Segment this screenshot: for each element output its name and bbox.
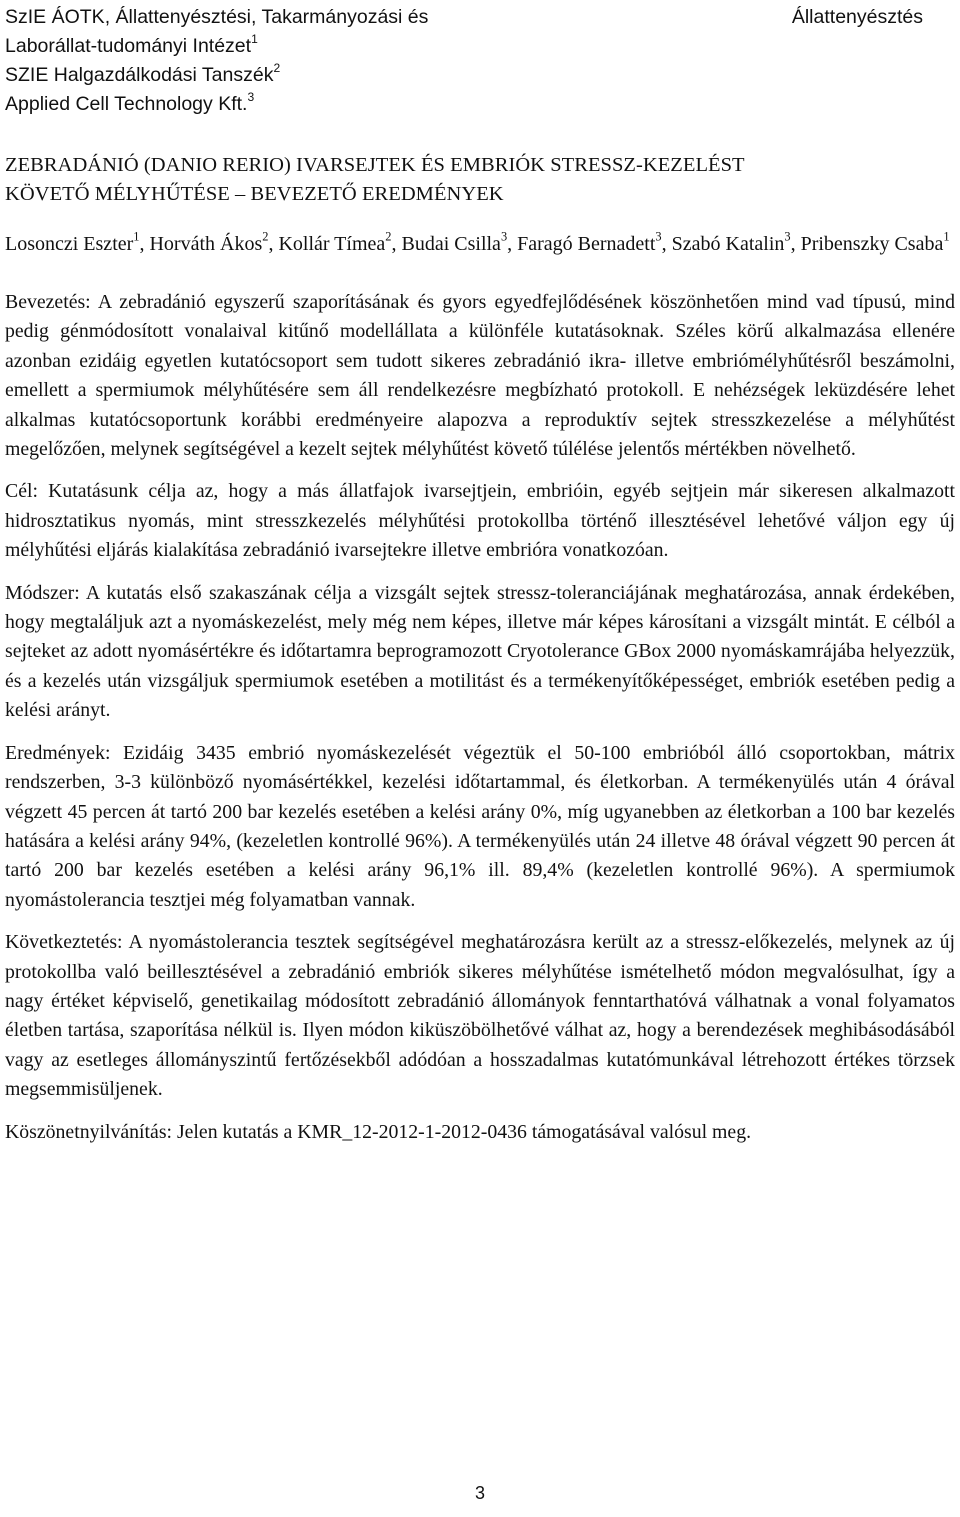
author-name: Budai Csilla [401, 233, 501, 255]
affiliation-line-2: Laborállat-tudományi Intézet$^1$ [5, 31, 258, 57]
author-separator: , [139, 233, 150, 255]
author-affiliation-sup: 3 [784, 229, 791, 244]
affiliation-line-4: Applied Cell Technology Kft.$^3$ [5, 89, 255, 115]
author-name: Horváth Ákos [149, 233, 263, 255]
affiliation-line-3: SZIE Halgazdálkodási Tanszék$^2$ [5, 60, 281, 86]
affiliation-line-1: SzIE ÁOTK, Állattenyésztési, Takarmányozási és [5, 6, 429, 28]
title-line-1: ZEBRADÁNIÓ (DANIO RERIO) IVARSEJTEK ÉS EMBRIÓK STRESSZ-KEZELÉST [5, 154, 745, 176]
author-6 [671, 229, 801, 255]
author-list [5, 229, 955, 259]
affiliation-sup-3: 3 [247, 89, 255, 104]
aim-paragraph: Cél: Kutatásunk célja az, hogy a más állatfajok ivarsejtjein, embrióin, egyéb sejtjein már sikeresen alkalmazott hidrosztatikus nyomás, mint stresszkezelés mélyhűtési protokollba történő illesztésével lehetővé váljon egy új mélyhűtési eljárás kialakítása zebradánió ivarsejtekre illetve embrióra vonatkozóan. [5, 480, 955, 562]
results-paragraph: Eredmények: Ezidáig 3435 embrió nyomáskezelését végeztük el 50-100 embrióból álló csoportokban, mátrix rendszerben, 3-3 különböző nyomásértékkel, kezelési időtartammal, és életkorban. A termékenyülés után 4 órával végzett 45 percen át tartó 200 bar kezelés esetében a kelési arány 0%, míg ugyanebben az életkorban a 100 bar kezelés hatására a kelési arány 94%, (kezeletlen kontrollé 96%). A termékenyülés után 24 illetve 48 órával végzett 90 percen át tartó 200 bar kezelés esetében a kelési arány 96,1% ill. 89,4% (kezeletlen kontrollé 96%). A spermiumok nyomástolerancia tesztjei még folyamatban vannak. [5, 741, 955, 911]
author-separator: , [391, 233, 402, 255]
author-affiliation-sup: 3 [655, 229, 662, 244]
author-7 [800, 229, 950, 255]
author-5 [517, 229, 672, 255]
conclusion-paragraph: Következtetés: A nyomástolerancia tesztek segítségével meghatározásra került az a stressz-előkezelés, melynek az új protokollba való beillesztésével a zebradánió embriók sikeres mélyhűtése ismételhető módon megvalósulhat, így a nagy értéket képviselő, genetikailag módosított zebradánió állományok fenntarthatóvá válhatnak a vonal folyamatos életben tartása, szaporítása nélkül is. Ilyen módon kiküszöbölhetővé válhat az, hogy a berendezések meghibásodásából vagy az esetleges állományszintű fertőzésekből adódóan a hosszadalmas kutatómunkával létrehozott értékes törzsek megsemmisüljenek. [5, 931, 955, 1101]
author-separator: , [790, 233, 801, 255]
author-1 [5, 229, 150, 255]
author-name: Kollár Tímea [278, 233, 386, 255]
author-separator: , [507, 233, 518, 255]
affiliation-sup-2: 2 [273, 60, 281, 75]
author-2 [149, 229, 279, 255]
paper-title [5, 151, 955, 209]
author-affiliation-sup: 1 [133, 229, 140, 244]
page-number: 3 [474, 1483, 485, 1503]
section-category: Állattenyésztés [791, 6, 923, 28]
author-3 [278, 229, 402, 255]
author-affiliation-sup: 3 [500, 229, 508, 244]
author-separator: , [661, 233, 672, 255]
acknowledgement-paragraph: Köszönetnyilvánítás: Jelen kutatás a KMR_12-2012-1-2012-0436 támogatásával valósul meg. [5, 1120, 752, 1143]
author-name: Faragó Bernadett [517, 233, 656, 255]
author-separator: , [268, 233, 279, 255]
affiliation-sup-1: 1 [251, 31, 258, 46]
author-name: Losonczi Eszter [5, 233, 134, 255]
page-header [5, 3, 955, 119]
author-affiliation-sup: 1 [943, 229, 950, 244]
author-affiliation-sup: 2 [262, 229, 269, 244]
introduction-paragraph: Bevezetés: A zebradánió egyszerű szaporításának és gyors egyedfejlődésének köszönhetően mind vad típusú, mind pedig génmódosított vonalaival kitűnő modellállata a különféle kutatásoknak. Széles körű alkalmazása ellenére azonban ezidáig egyetlen kutatócsoport sem tudott sikeres zebradánió ikra- illetve embriómélyhűtésről beszámolni, emellett a spermiumok mélyhűtésére sem áll rendelkezésre megbízható protokoll. E nehézségek leküzdésére lehet alkalmas kutatócsoportunk korábbi eredményeire alapozva a reproduktív sejtek stresszkezelése a mélyhűtést megelőzően, melynek segítségével a kezelt sejtek mélyhűtést követő túlélése jelentős mértékben növelhető. [5, 291, 955, 461]
author-affiliation-sup: 2 [385, 229, 392, 244]
title-line-2: KÖVETŐ MÉLYHŰTÉSE – BEVEZETŐ EREDMÉNYEK [5, 183, 504, 205]
affiliations [5, 3, 428, 119]
method-paragraph: Módszer: A kutatás első szakaszának célja a vizsgált sejtek stressz-toleranciájának meghatározása, annak érdekében, hogy megtaláljuk azt a nyomáskezelést, mely még nem képes, illetve már képes károsítani a vizsgált mintát. E célból a sejteket az adott nyomásértékre és időtartamra beprogramozott Cryotolerance GBox 2000 nyomáskamrájába helyezzük, és a kezelés után vizsgáljuk spermiumok esetében a motilitást és a termékenyítőképességet, embriók esetében pedig a kelési arányt. [5, 581, 955, 722]
author-name: Pribenszky Csaba [800, 233, 944, 255]
author-name: Szabó Katalin [671, 233, 785, 255]
author-4 [401, 229, 518, 255]
